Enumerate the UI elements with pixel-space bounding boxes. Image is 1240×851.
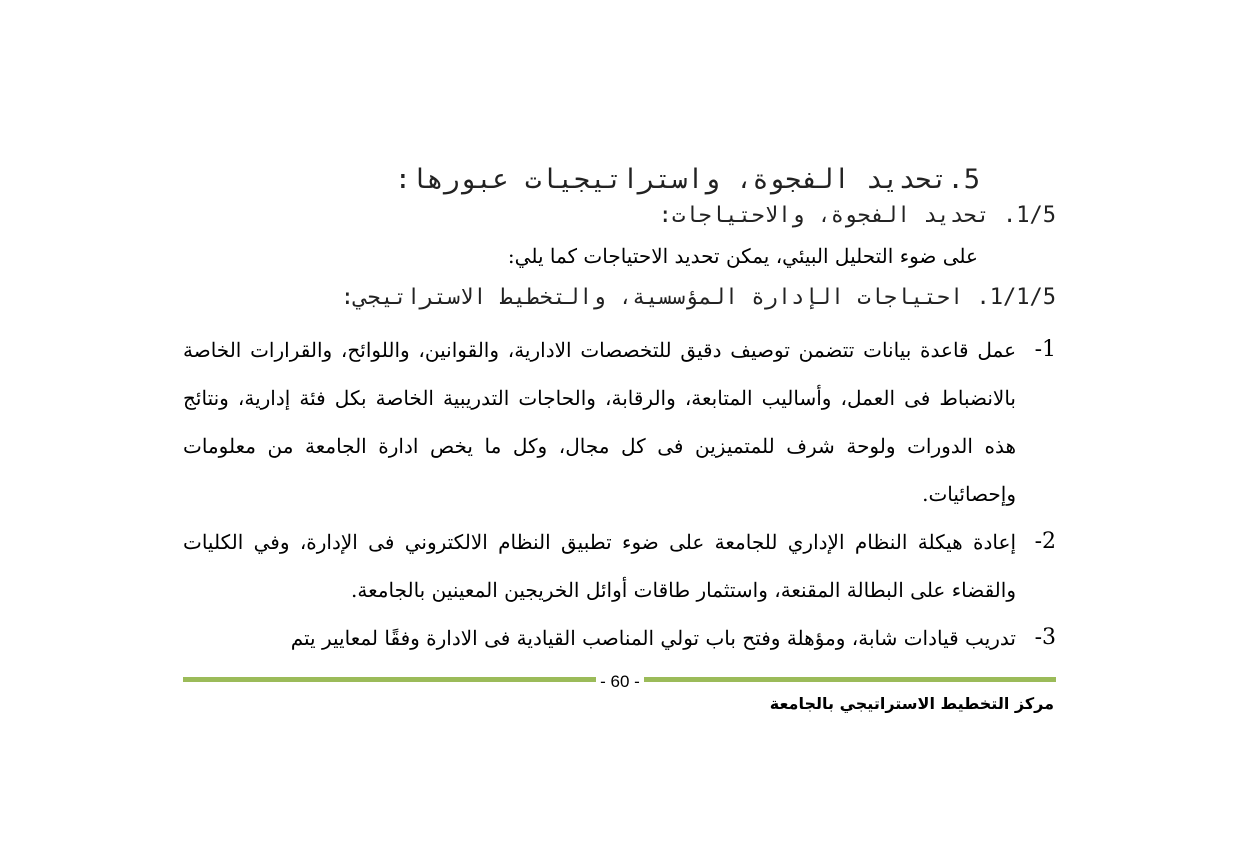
list-item-text: عمل قاعدة بيانات تتضمن توصيف دقيق للتخصصات الادارية، والقوانين، واللوائح، والقرارات الخاصة بالانضباط فى العمل، وأساليب المتابعة، والرقابة، والحاجات التدريبية الخاصة بكل فئة إدارية، ونتائج هذه الدورات ولوحة شرف للمتميزين فى كل مجال، وكل ما يخص ادارة الجامعة من معلومات وإحصائيات.	[183, 338, 1016, 506]
section-title: 5.تحديد الفجوة، واستراتيجيات عبورها:	[394, 164, 980, 195]
list-item-number: 3-	[1034, 625, 1056, 650]
list-item	[183, 326, 1056, 518]
page-number: - 60 -	[596, 672, 644, 691]
list-item-number: 1-	[1034, 337, 1056, 362]
list-item-text: إعادة هيكلة النظام الإداري للجامعة على ضوء تطبيق النظام الالكتروني فى الإدارة، وفي الكليات والقضاء على البطالة المقنعة، واستثمار طاقات أوائل الخريجين المعينين بالجامعة.	[183, 530, 1016, 602]
list-item	[183, 614, 1056, 662]
list-item	[183, 518, 1056, 614]
footer-org-name: مركز التخطيط الاستراتيجي بالجامعة	[769, 694, 1054, 713]
intro-paragraph: على ضوء التحليل البيئي، يمكن تحديد الاحتياجات كما يلي:	[507, 244, 978, 268]
list-item-number: 2-	[1034, 529, 1056, 554]
page-number-container	[0, 672, 1240, 692]
subsection-title: 1/5. تحديد الفجوة، والاحتياجات:	[658, 203, 1056, 228]
needs-list	[183, 326, 1056, 662]
sub-subsection-title: 1/1/5. احتياجات الإدارة المؤسسية، والتخطيط الاستراتيجي:	[340, 285, 1056, 310]
list-item-text: تدريب قيادات شابة، ومؤهلة وفتح باب تولي المناصب القيادية فى الادارة وفقًا لمعايير يتم	[290, 626, 1016, 650]
